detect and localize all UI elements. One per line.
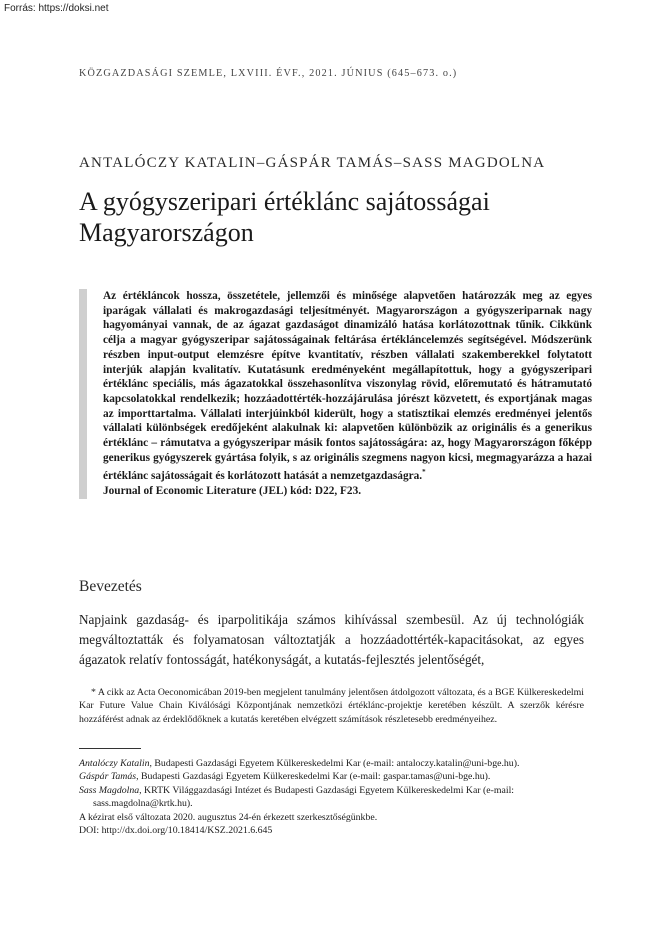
intro-paragraph: Napjaink gazdaság- és iparpolitikája számos kihívással szembesül. Az új technológiák megváltoztatták és folyamatosan változtatják a hozzáadottérték-kapacitásokat, az egyes ágazatok relatív fontosságát, hatékonyságát, a kutatás-fejlesztés jelentőségét,	[79, 612, 584, 667]
received-date: A kézirat első változata 2020. augusztus 24-én érkezett szerkesztőségünkbe.	[79, 811, 378, 823]
author-name: Sass Magdolna	[79, 784, 140, 796]
abstract-block	[79, 289, 592, 499]
author-name: Gáspár Tamás	[79, 771, 137, 783]
affiliation-text: , KRTK Világgazdasági Intézet és Budapesti Gazdasági Egyetem Külkereskedelmi Kar (e-mail: sass.magdolna@krtk.hu).	[93, 784, 515, 810]
affiliation-item	[79, 770, 584, 783]
author-list: ANTALÓCZY KATALIN–GÁSPÁR TAMÁS–SASS MAGDOLNA	[79, 155, 546, 171]
footnote-divider	[79, 748, 141, 749]
source-watermark: Forrás: https://doksi.net	[4, 3, 109, 14]
affiliation-text: , Budapesti Gazdasági Egyetem Külkereskedelmi Kar (e-mail: gaspar.tamas@uni-bge.hu).	[136, 771, 491, 783]
affiliations-block	[79, 757, 584, 837]
footnote: * A cikk az Acta Oeconomicában 2019-ben megjelent tanulmány jelentősen átdolgozott változata, és a BGE Külkereskedelmi Kar Future Value Chain Kiválósági Központjának nemzetközi értéklánc-projektje keretében készült. A szerzők kérésre hozzáférést adnak az érdeklődőknek a kutatás keretében elvégzett számítások részletesebb eredményeihez.	[79, 687, 584, 725]
affiliation-item	[79, 757, 584, 770]
jel-codes: Journal of Economic Literature (JEL) kód: D22, F23.	[103, 484, 362, 497]
doi: DOI: http://dx.doi.org/10.18414/KSZ.2021.6.645	[79, 825, 273, 837]
affiliation-item	[79, 784, 584, 811]
abstract-text	[103, 289, 592, 484]
article-title: A gyógyszeripari értéklánc sajátosságai Magyarországon	[79, 187, 490, 247]
journal-header: KÖZGAZDASÁGI SZEMLE, LXVIII. ÉVF., 2021. JÚNIUS (645–673. o.)	[79, 68, 458, 79]
footnote-mark: *	[422, 468, 426, 477]
affiliation-text: , Budapesti Gazdasági Egyetem Külkereskedelmi Kar (e-mail: antaloczy.katalin@uni-bge.hu).	[149, 758, 520, 769]
abstract-body: Az értékláncok hossza, összetétele, jellemzői és minősége alapvetően határozzák meg az egyes iparágak vállalati és makrogazdasági teljesítményét. Magyarországon a gyógyszeriparnak nagy hagyományai vannak, de az ágazat gazdaságot dinamizáló hatása korlátozottnak tűnik. Cikkünk célja a magyar gyógyszeripar sajátosságainak feltárása értékláncelemzés segítségével. Módszerünk részben input-output elemzésre építve kvantitatív, részben vállalati szakemberekkel folytatott interjúk alapján kvalitatív. Kutatásunk eredményeként megállapítottuk, hogy a gyógyszeripari értéklánc speciális, más ágazatokkal összehasonlítva viszonylag rövid, előremutató és hátramutató kapcsolatokkal rendelkezik; hozzáadottérték-hozzájárulása jórészt közvetett, és exportjának magas az importtartalma. Vállalati interjúinkból kiderült, hogy a statisztikai elemzés eredményei jelentős vállalati különbségek eredőjeként alakulnak ki: alapvetően különbözik az originális és a generikus értéklánc – rámutatva a gyógyszeripar másik fontos sajátosságára: az, hogy Magyarországon főképp generikus gyógyszerek gyártása folyik, s az originális szegmens nagyon kicsi, megmagyarázza a hazai értéklánc sajátosságait és korlátozott hatását a nemzetgazdaságra.	[103, 290, 592, 483]
section-heading: Bevezetés	[79, 578, 142, 595]
author-name: Antalóczy Katalin	[79, 758, 150, 769]
